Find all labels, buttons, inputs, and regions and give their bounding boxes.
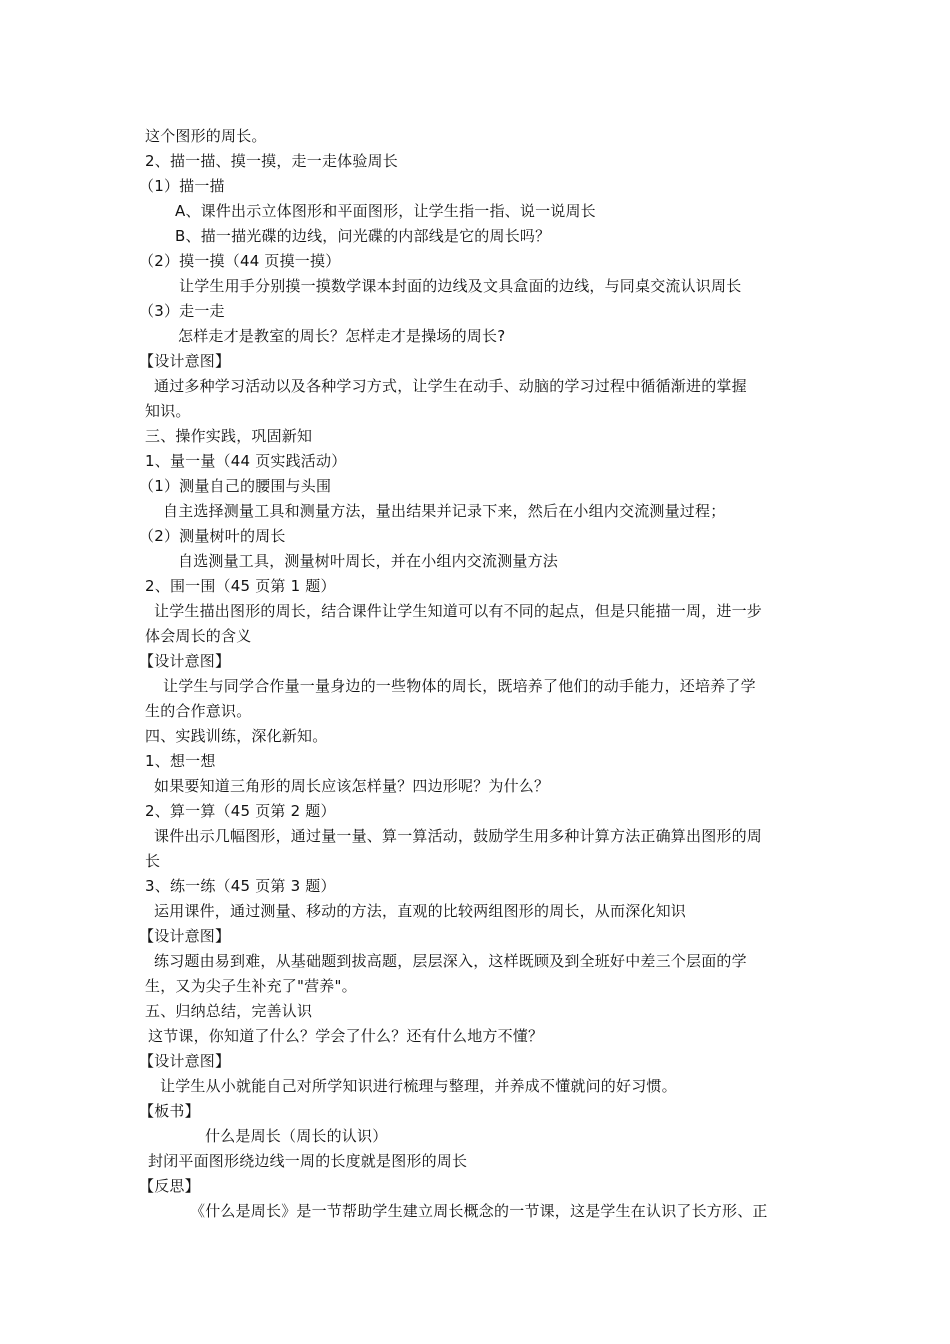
text-line: 让学生从小就能自己对所学知识进行梳理与整理，并养成不懂就问的好习惯。 (160, 1077, 677, 1095)
sub-heading: （1）描一描 (139, 177, 225, 195)
section-heading: 3、练一练（45 页第 3 题） (145, 877, 336, 895)
text-line: 自主选择测量工具和测量方法，量出结果并记录下来，然后在小组内交流测量过程； (163, 502, 726, 520)
section-heading: 1、想一想 (145, 752, 216, 770)
text-line: 如果要知道三角形的周长应该怎样量？四边形呢？为什么？ (154, 777, 550, 795)
text-line: 练习题由易到难，从基础题到拔高题，层层深入，这样既顾及到全班好中差三个层面的学 (154, 952, 747, 970)
section-heading: 2、描一描、摸一摸，走一走体验周长 (145, 152, 398, 170)
text-line: 通过多种学习活动以及各种学习方式，让学生在动手、动脑的学习过程中循循渐进的掌握 (154, 377, 747, 395)
section-heading: 1、量一量（44 页实践活动） (145, 452, 347, 470)
section-heading: 2、围一围（45 页第 1 题） (145, 577, 336, 595)
text-line: A、课件出示立体图形和平面图形，让学生指一指、说一说周长 (175, 202, 596, 220)
text-line: 生，又为尖子生补充了"营养"。 (145, 977, 357, 995)
text-line: 生的合作意识。 (145, 702, 252, 720)
text-line: 这个图形的周长。 (145, 127, 267, 145)
section-heading: 五、归纳总结，完善认识 (145, 1002, 313, 1020)
sub-heading: （3）走一走 (139, 302, 225, 320)
blackboard-definition: 封闭平面图形绕边线一周的长度就是图形的周长 (148, 1152, 468, 1170)
text-line: 运用课件，通过测量、移动的方法，直观的比较两组图形的周长，从而深化知识 (154, 902, 687, 920)
text-line: 《什么是周长》是一节帮助学生建立周长概念的一节课，这是学生在认识了长方形、正 (190, 1202, 768, 1220)
text-line: 让学生用手分别摸一摸数学课本封面的边线及文具盒面的边线，与同桌交流认识周长 (179, 277, 742, 295)
text-line: 这节课，你知道了什么？学会了什么？还有什么地方不懂？ (148, 1027, 544, 1045)
sub-heading: （2）摸一摸（44 页摸一摸） (139, 252, 341, 270)
blackboard-title: 什么是周长（周长的认识） (205, 1127, 388, 1145)
text-line: 长 (145, 852, 161, 870)
design-intent-heading: 【设计意图】 (139, 652, 231, 670)
text-line: 让学生与同学合作量一量身边的一些物体的周长，既培养了他们的动手能力，还培养了学 (163, 677, 756, 695)
text-line: 怎样走才是教室的周长？怎样走才是操场的周长? (178, 327, 506, 345)
section-heading: 四、实践训练，深化新知。 (145, 727, 328, 745)
section-heading: 2、算一算（45 页第 2 题） (145, 802, 336, 820)
text-line: B、描一描光碟的边线，问光碟的内部线是它的周长吗？ (175, 227, 551, 245)
sub-heading: （1）测量自己的腰围与头围 (139, 477, 332, 495)
text-line: 课件出示几幅图形，通过量一量、算一算活动，鼓励学生用多种计算方法正确算出图形的周 (154, 827, 763, 845)
text-line: 知识。 (145, 402, 191, 420)
design-intent-heading: 【设计意图】 (139, 1052, 231, 1070)
text-line: 让学生描出图形的周长，结合课件让学生知道可以有不同的起点，但是只能描一周，进一步 (154, 602, 763, 620)
design-intent-heading: 【设计意图】 (139, 352, 231, 370)
text-line: 自选测量工具，测量树叶周长，并在小组内交流测量方法 (178, 552, 559, 570)
section-heading: 三、操作实践，巩固新知 (145, 427, 313, 445)
blackboard-heading: 【板书】 (139, 1102, 200, 1120)
sub-heading: （2）测量树叶的周长 (139, 527, 286, 545)
design-intent-heading: 【设计意图】 (139, 927, 231, 945)
text-line: 体会周长的含义 (145, 627, 252, 645)
reflection-heading: 【反思】 (139, 1177, 200, 1195)
